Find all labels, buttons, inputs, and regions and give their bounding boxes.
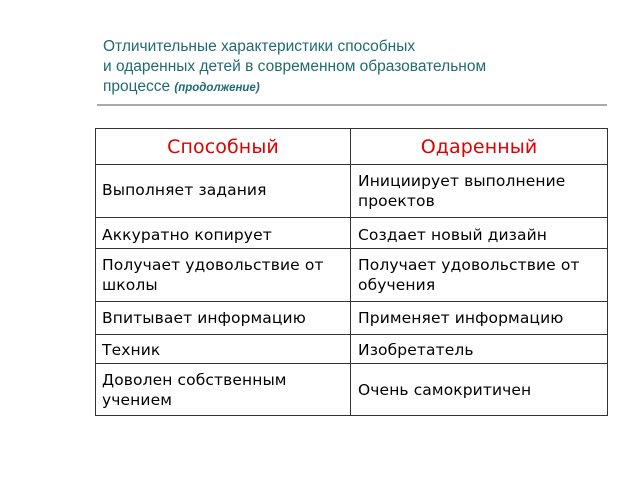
column-divider — [350, 129, 351, 415]
left-cell-5: Техник — [102, 341, 161, 359]
right-divider-4 — [351, 301, 607, 302]
left-cell-2: Аккуратно копирует — [102, 226, 272, 244]
left-cell-3: Получает удовольствие от школы — [102, 256, 324, 294]
left-cell-6: Доволен собственным учением — [102, 371, 287, 409]
left-divider-1 — [96, 164, 350, 165]
slide-title — [103, 37, 613, 98]
header-gifted: Одаренный — [420, 136, 538, 158]
right-cell-5: Изобретатель — [358, 341, 474, 359]
comparison-table — [95, 128, 608, 416]
title-line-3-text: процессе — [103, 78, 171, 95]
right-cell-6: Очень самокритичен — [358, 381, 532, 399]
left-divider-3 — [96, 248, 350, 249]
left-divider-2 — [96, 217, 350, 218]
header-able: Способный — [167, 136, 279, 158]
right-divider-6 — [351, 363, 607, 364]
right-cell-2: Создает новый дизайн — [358, 226, 547, 244]
right-cell-1: Инициирует выполнение проектов — [358, 172, 566, 210]
title-line-1: Отличительные характеристики способных — [103, 38, 416, 55]
left-divider-4 — [96, 301, 350, 302]
right-cell-4: Применяет информацию — [358, 309, 564, 327]
title-line-2: и одаренных детей в современном образовательном — [103, 58, 487, 75]
title-divider — [97, 104, 607, 106]
left-cell-1: Выполняет задания — [102, 181, 267, 199]
left-cell-4: Впитывает информацию — [102, 309, 306, 327]
right-cell-3: Получает удовольствие от обучения — [358, 256, 580, 294]
left-divider-6 — [96, 363, 350, 364]
left-divider-5 — [96, 334, 350, 335]
right-divider-5 — [351, 334, 607, 335]
right-divider-3 — [351, 248, 607, 249]
title-line-3 — [103, 77, 613, 98]
title-note: (продолжение) — [174, 82, 260, 94]
right-divider-2 — [351, 217, 607, 218]
right-divider-1 — [351, 164, 607, 165]
